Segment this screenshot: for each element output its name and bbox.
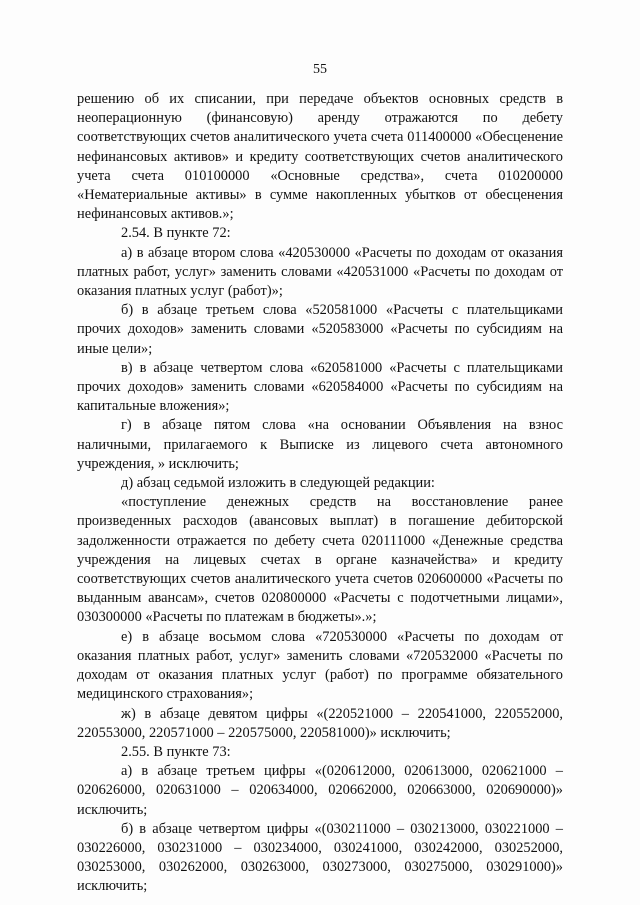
- list-item-zh: ж) в абзаце девятом цифры «(220521000 – 220541000, 220552000, 220553000, 220571000 – 220575000, 220581000)» исключить;: [77, 705, 563, 741]
- list-item-d: д) абзац седьмой изложить в следующей редакции:: [121, 475, 435, 492]
- list-item-b-73: б) в абзаце четвертом цифры «(030211000 – 030213000, 030221000 – 030226000, 030231000 – 030234000, 030241000, 030242000, 030252000, 030253000, 030262000, 030263000, 030273000, 030275000, 030291000)» исключить;: [77, 820, 563, 895]
- section-heading-2-54: 2.54. В пункте 72:: [121, 225, 231, 242]
- list-item-b: б) в абзаце третьем слова «520581000 «Расчеты с плательщиками прочих доходов» заменить словами «520583000 «Расчеты по субсидиям на иные цели»;: [77, 302, 563, 357]
- document-body: [77, 90, 563, 897]
- section-heading-2-55: 2.55. В пункте 73:: [121, 743, 231, 760]
- list-item-a-73: а) в абзаце третьем цифры «(020612000, 020613000, 020621000 – 020626000, 020631000 – 020634000, 020662000, 020663000, 020690000)» исключить;: [77, 763, 563, 818]
- page-number: 55: [313, 62, 327, 77]
- list-item-a: а) в абзаце втором слова «420530000 «Расчеты по доходам от оказания платных работ, услуг» заменить словами «420531000 «Расчеты по доходам от оказания платных услуг (работ)»;: [77, 244, 563, 300]
- list-item-g: г) в абзаце пятом слова «на основании Объявления на взнос наличными, прилагаемого к Выписке из лицевого счета автономного учреждения, » исключить;: [77, 417, 563, 472]
- paragraph-continuation: решению об их списании, при передаче объектов основных средств в неоперационную (финансовую) аренду отражаются по дебету соответствующих счетов аналитического учета счета 011400000 «Обесценение нефинансовых активов» и кредиту соответствующих счетов аналитического учета счета 010100000 «Основные средства», счета 010200000 «Нематериальные активы» в сумме накопленных убытков от обесценения нефинансовых активов.»;: [77, 91, 563, 223]
- list-item-v: в) в абзаце четвертом слова «620581000 «Расчеты с плательщиками прочих доходов» заменить словами «620584000 «Расчеты по субсидиям на капитальные вложения»;: [77, 359, 563, 415]
- quoted-paragraph: «поступление денежных средств на восстановление ранее произведенных расходов (авансовых выплат) в погашение дебиторской задолженности отражается по дебету счета 020111000 «Денежные средства учреждения на лицевых счетах в органе казначейства» и кредиту соответствующих счетов аналитического учета счетов 020600000 «Расчеты по выданным авансам», счетов 020800000 «Расчеты с подотчетными лицами», 030300000 «Расчеты по платежам в бюджеты».»;: [77, 494, 563, 626]
- list-item-e: е) в абзаце восьмом слова «720530000 «Расчеты по доходам от оказания платных работ, услуг» заменить словами «720532000 «Расчеты по доходам от оказания платных услуг (работ) по программе обязательного медицинского страхования»;: [77, 628, 563, 703]
